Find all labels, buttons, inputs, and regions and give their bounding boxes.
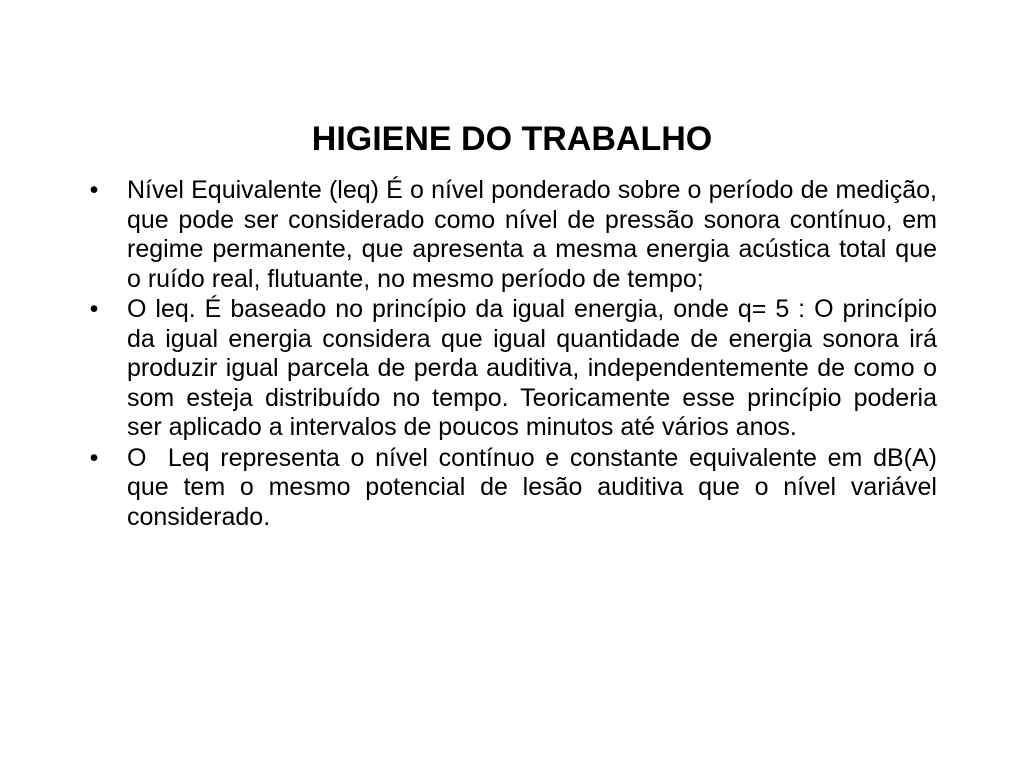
bullet-text: O leq. É baseado no princípio da igual energia, onde q= 5 : O princípio da igual energia considera que igual quantidade de energia sonora irá produzir igual parcela de perda auditiva, independentemente de como o som esteja distribuído no tempo. Teoricamente esse princípio poderia ser aplicado a intervalos de poucos minutos até vários anos. (127, 295, 937, 441)
bullet-text: Nível Equivalente (leq) É o nível ponderado sobre o período de medição, que pode ser considerado como nível de pressão sonora contínuo, em regime permanente, que apresenta a mesma energia acústica total que o ruído real, flutuante, no mesmo período de tempo; (127, 176, 937, 293)
bullet-item-leq-continuous (84, 443, 944, 533)
slide-title: HIGIENE DO TRABALHO (311, 120, 713, 158)
bullet-item-leq-definition (84, 176, 937, 294)
bullet-item-equal-energy (84, 295, 937, 443)
bullet-marker: • (89, 295, 99, 323)
bullet-list (84, 176, 944, 533)
bullet-marker: • (89, 176, 99, 204)
bullet-marker: • (89, 443, 99, 472)
bullet-text: O Leq representa o nível contínuo e constante equivalente em dB(A) que tem o mesmo potencial de lesão auditiva que o nível variável considerado. (127, 443, 944, 531)
